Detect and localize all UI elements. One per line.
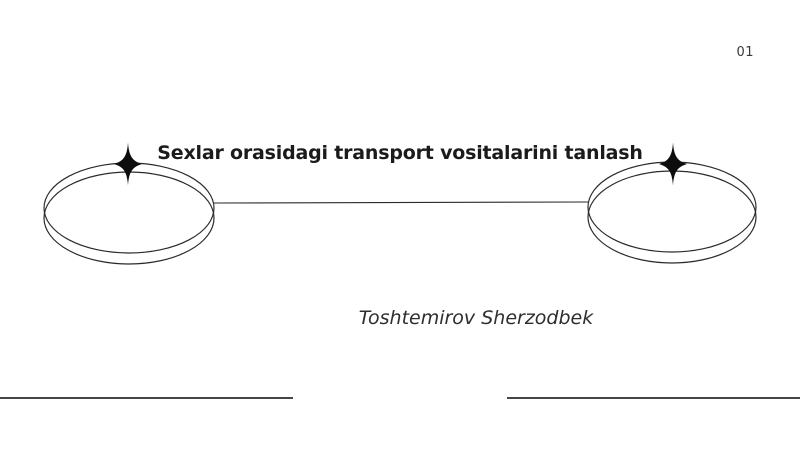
- left-node-ellipse-inner: [44, 172, 214, 264]
- left-node: [44, 143, 214, 265]
- author-name: Toshtemirov Sherzodbek: [358, 307, 594, 329]
- right-node-ellipse-inner: [588, 171, 756, 263]
- right-node: [588, 143, 756, 264]
- sparkle-icon: [659, 143, 687, 186]
- slide-title: Sexlar orasidagi transport vositalarini tanlash: [157, 142, 643, 164]
- node-connector-line: [214, 202, 588, 203]
- footer-divider-left: [0, 397, 293, 399]
- sparkle-icon: [114, 143, 142, 186]
- footer-divider-right: [507, 397, 800, 399]
- page-number: 01: [736, 45, 754, 60]
